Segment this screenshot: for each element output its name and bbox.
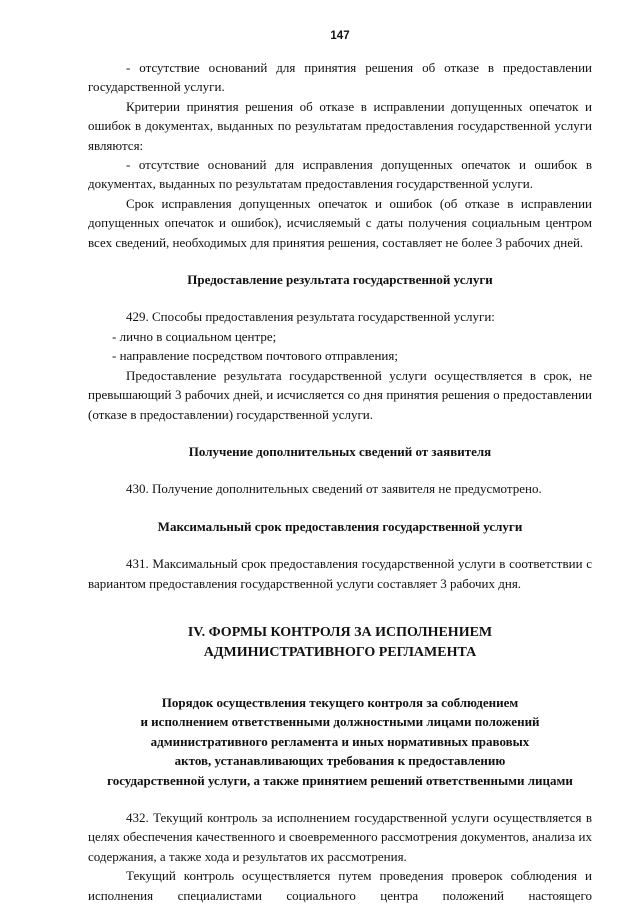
subsection-title-line: Порядок осуществления текущего контроля за соблюдением — [161, 694, 519, 710]
paragraph-current-control: Текущий контроль осуществляется путем проведения проверок соблюдения и исполнения специалистами социального центра положений настоящего — [88, 868, 592, 903]
page-number: 147 — [330, 30, 350, 42]
subsection-title — [88, 693, 592, 790]
heading-max-term: Максимальный срок предоставления государственной услуги — [157, 518, 523, 534]
paragraph-absence-grounds: - отсутствие оснований для принятия решения об отказе в предоставлении государственной услуги. — [88, 60, 592, 95]
paragraph-430: 430. Получение дополнительных сведений от заявителя не предусмотрено. — [126, 481, 542, 497]
section-title-line: IV. ФОРМЫ КОНТРОЛЯ ЗА ИСПОЛНЕНИЕМ — [187, 624, 493, 640]
subsection-title-line: актов, устанавливающих требования к предоставлению — [174, 753, 506, 769]
paragraph-432: 432. Текущий контроль за исполнением государственной услуги осуществляется в целях обеспечения качественного и своевременного рассмотрения документов, анализа их содержания, а также хода и результатов их рассмотрения. — [88, 809, 592, 864]
heading-additional-info: Получение дополнительных сведений от заявителя — [188, 443, 492, 459]
section-title — [88, 623, 592, 663]
subsection-title-line: административного регламента и иных нормативных правовых — [150, 733, 530, 749]
subsection-title-line: государственной услуги, а также принятием решений ответственными лицами — [107, 772, 573, 788]
paragraph-correction-term: Срок исправления допущенных опечаток и ошибок (об отказе в исправлении допущенных опечаток и ошибок), исчисляемый с даты получения социальным центром всех сведений, необходимых для принятия решения, составляет не более 3 рабочих дней. — [88, 195, 592, 250]
list-item-in-person: - лично в социальном центре; — [112, 328, 277, 344]
subsection-title-line: и исполнением ответственными должностными лицами положений — [140, 714, 540, 730]
paragraph-429: 429. Способы предоставления результата государственной услуги: — [126, 309, 495, 325]
paragraph-result-term: Предоставление результата государственной услуги осуществляется в срок, не превышающий 3 рабочих дней, и исчисляется со дня принятия решения о предоставлении (отказе в предоставлении) государственной услуги. — [88, 367, 592, 422]
section-title-line: АДМИНИСТРАТИВНОГО РЕГЛАМЕНТА — [203, 644, 477, 660]
heading-result-provision: Предоставление результата государственной услуги — [187, 272, 493, 288]
paragraph-criteria: Критерии принятия решения об отказе в исправлении допущенных опечаток и ошибок в документах, выданных по результатам предоставления государственной услуги являются: — [88, 98, 592, 153]
paragraph-431: 431. Максимальный срок предоставления государственной услуги в соответствии с вариантом предоставления государственной услуги составляет 3 рабочих дня. — [88, 556, 592, 591]
paragraph-absence-correction-grounds: - отсутствие оснований для исправления допущенных опечаток и ошибок в документах, выданных по результатам предоставления государственной услуги. — [88, 157, 592, 192]
list-item-postal: - направление посредством почтового отправления; — [112, 348, 398, 364]
